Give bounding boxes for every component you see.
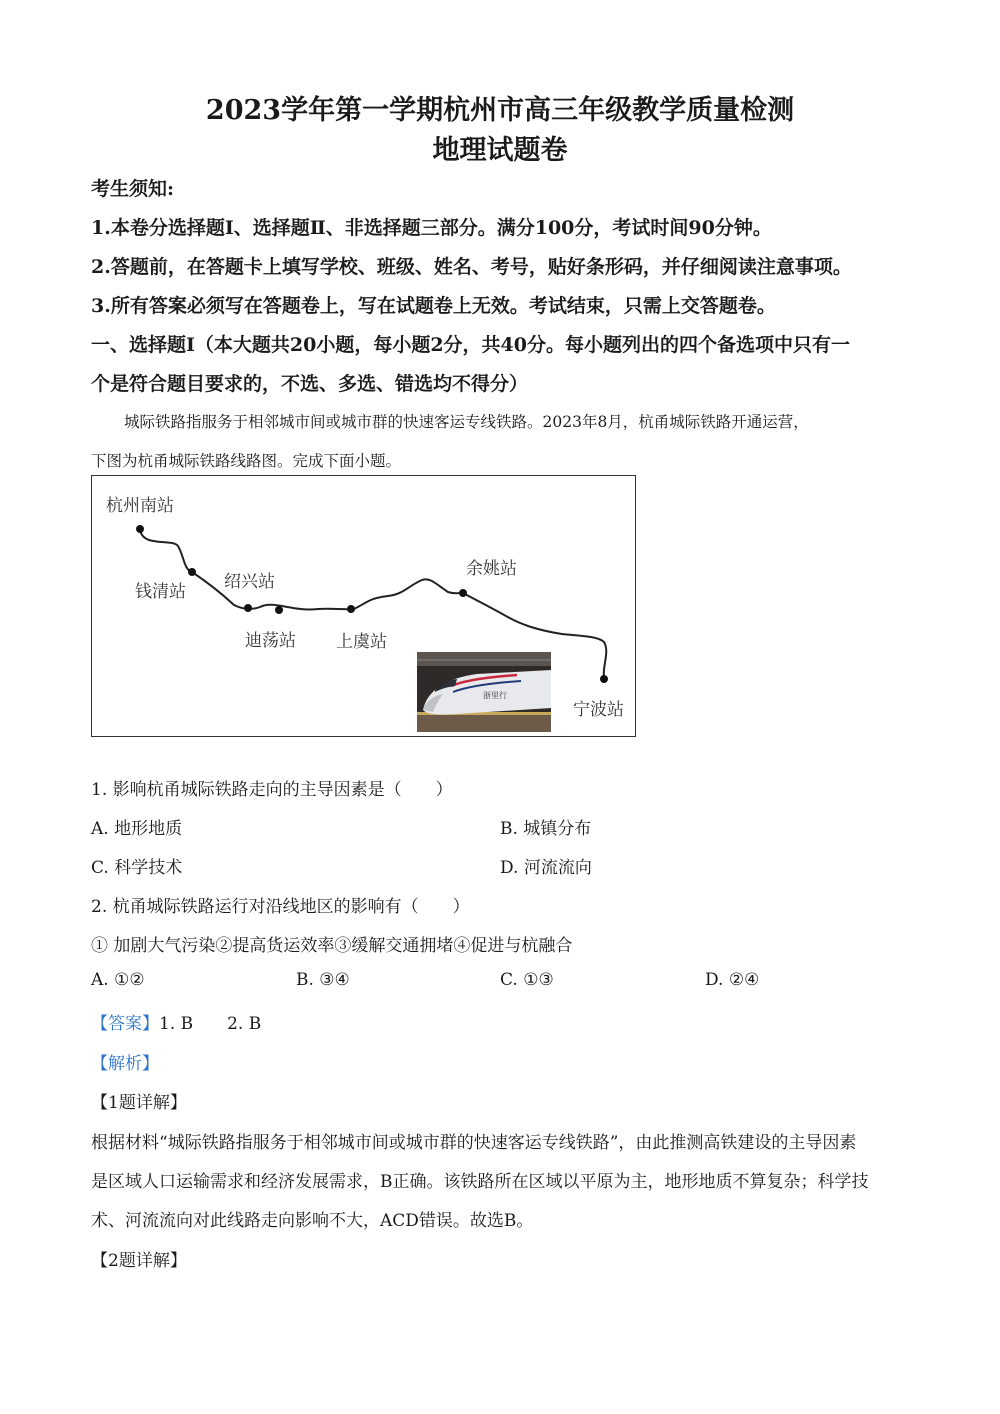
station-label-ningbo: 宁波站 (573, 700, 624, 720)
train-sign: 浙里行 (483, 691, 507, 700)
option-a: A. 地形地质 (91, 819, 183, 839)
station-dot-yuyao (459, 589, 467, 597)
station-dot-shaoxing (244, 604, 252, 612)
analysis-line: 根据材料“城际铁路指服务于相邻城市间或城市群的快速客运专线铁路”，由此推测高铁建设的主导因素 (91, 1133, 857, 1153)
answer-text: 1. B 2. B (159, 1014, 262, 1034)
railway-map (91, 475, 636, 737)
option-c: C. 科学技术 (91, 858, 183, 878)
option-b: B. ③④ (296, 970, 350, 990)
page-subtitle: 地理试题卷 (432, 135, 568, 166)
question-stem: 1. 影响杭甬城际铁路走向的主导因素是（ ） (91, 780, 453, 800)
q2-analysis-heading: 【2题详解】 (91, 1251, 187, 1271)
question-statements: ① 加剧大气污染②提高货运效率③缓解交通拥堵④促进与杭融合 (91, 936, 573, 956)
station-dot-didang (275, 606, 283, 614)
notice-heading: 考生须知: (91, 178, 175, 200)
passage-line: 下图为杭甬城际铁路线路图。完成下面小题。 (91, 452, 402, 470)
option-d: D. 河流流向 (500, 858, 592, 878)
analysis-label: 【解析】 (91, 1054, 159, 1074)
station-label-yuyao: 余姚站 (466, 559, 517, 579)
notice-item: 2.答题前，在答题卡上填写学校、班级、姓名、考号，贴好条形码，并仔细阅读注意事项。 (91, 256, 852, 278)
answer-line (91, 1009, 261, 1034)
question-stem: 2. 杭甬城际铁路运行对沿线地区的影响有（ ） (91, 897, 470, 917)
option-d: D. ②④ (705, 970, 760, 990)
station-dot-qianqing (188, 568, 196, 576)
station-dot-ningbo (600, 675, 608, 683)
option-b: B. 城镇分布 (500, 819, 592, 839)
option-a: A. ①② (91, 970, 145, 990)
station-dot-hangzhou-south (136, 525, 144, 533)
station-label-hangzhou-south: 杭州南站 (106, 496, 174, 516)
notice-item: 1.本卷分选择题Ⅰ、选择题Ⅱ、非选择题三部分。满分100分，考试时间90分钟。 (91, 217, 772, 239)
station-label-didang: 迪荡站 (245, 631, 296, 651)
q1-analysis-heading: 【1题详解】 (91, 1093, 187, 1113)
station-dot-shangyu (347, 605, 355, 613)
option-c: C. ①③ (500, 970, 554, 990)
notice-item: 3.所有答案必须写在答题卷上，写在试题卷上无效。考试结束，只需上交答题卷。 (91, 295, 776, 317)
train-photo (417, 652, 551, 732)
station-label-shaoxing: 绍兴站 (224, 572, 275, 592)
station-label-shangyu: 上虞站 (336, 632, 387, 652)
section-heading-cont: 个是符合题目要求的，不选、多选、错选均不得分） (91, 373, 529, 395)
analysis-line: 是区域人口运输需求和经济发展需求，B正确。该铁路所在区域以平原为主，地形地质不算复杂；科学技 (91, 1172, 869, 1192)
station-label-qianqing: 钱清站 (135, 582, 186, 602)
answer-label: 【答案】 (91, 1014, 159, 1034)
passage-line: 城际铁路指服务于相邻城市间或城市群的快速客运专线铁路。2023年8月，杭甬城际铁路开通运营， (124, 413, 809, 431)
section-heading: 一、选择题Ⅰ（本大题共20小题，每小题2分，共40分。每小题列出的四个备选项中只有一 (91, 334, 850, 356)
page-title: 2023学年第一学期杭州市高三年级教学质量检测 (205, 95, 795, 126)
analysis-line: 术、河流流向对此线路走向影响不大，ACD错误。故选B。 (91, 1211, 534, 1231)
